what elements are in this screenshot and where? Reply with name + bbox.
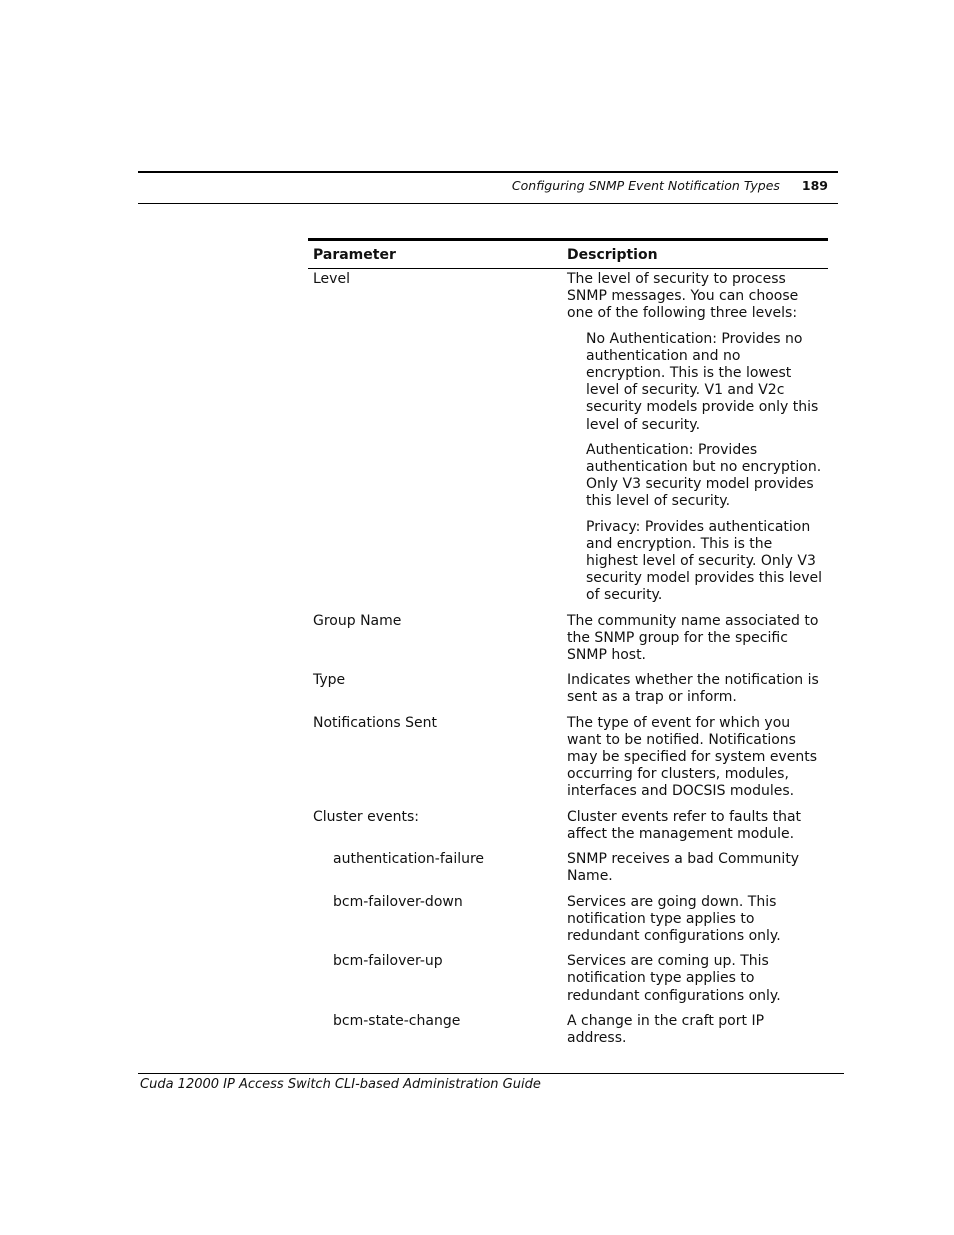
param-cell: Type (313, 672, 346, 689)
desc-cell (563, 271, 828, 605)
table-row (308, 1013, 828, 1047)
table-row (308, 715, 828, 801)
desc-cell: A change in the craft port IP address. (567, 1012, 765, 1046)
param-cell: bcm-failover-up (333, 953, 443, 970)
table-body (308, 269, 828, 1047)
table-row (308, 613, 828, 665)
level-option: Authentication: Provides authentication but no encryption. Only V3 security model provides this level of security. (586, 441, 822, 510)
param-cell: Level (313, 271, 350, 287)
header-rule-bottom (138, 203, 838, 204)
param-cell: Group Name (313, 612, 402, 629)
desc-cell: Indicates whether the notification is sent as a trap or inform. (567, 672, 819, 706)
table-row (308, 894, 828, 946)
desc-cell: The community name associated to the SNMP group for the specific SNMP host. (567, 612, 819, 664)
running-header (512, 178, 828, 193)
desc-cell: Services are going down. This notification type applies to redundant configurations only. (567, 893, 781, 944)
level-option: Privacy: Provides authentication and encryption. This is the highest level of security. Only V3 security model provides this level of security. (586, 518, 822, 604)
header-description: Description (567, 246, 658, 263)
footer-guide-title: Cuda 12000 IP Access Switch CLI-based Administration Guide (140, 1077, 541, 1092)
table-row (308, 809, 828, 843)
header-parameter: Parameter (313, 246, 396, 263)
table-header-row (308, 241, 828, 269)
param-cell: Notifications Sent (313, 714, 437, 731)
table-row (308, 953, 828, 1005)
table-row (308, 271, 828, 605)
desc-cell: Cluster events refer to faults that affect the management module. (567, 808, 802, 842)
param-cell: authentication-failure (333, 851, 485, 868)
param-cell: bcm-state-change (333, 1012, 461, 1029)
desc-cell: SNMP receives a bad Community Name. (567, 851, 800, 885)
table-row (308, 851, 828, 885)
parameter-table (308, 238, 828, 1047)
level-option: No Authentication: Provides no authentication and no encryption. This is the lowest level of security. V1 and V2c security models provide only this level of security. (586, 330, 819, 433)
table-row (308, 672, 828, 706)
page-number: 189 (801, 178, 828, 193)
desc-cell: Services are coming up. This notification type applies to redundant configurations only. (567, 953, 781, 1004)
header-rule-top (138, 171, 838, 173)
footer-rule (138, 1073, 844, 1074)
level-desc: The level of security to process SNMP messages. You can choose one of the following three levels: (567, 271, 799, 322)
section-title: Configuring SNMP Event Notification Types (511, 178, 780, 193)
param-cell: Cluster events: (313, 808, 420, 825)
desc-cell: The type of event for which you want to be notified. Notifications may be specified for system events occurring for clusters, modules, interfaces and DOCSIS modules. (567, 714, 817, 800)
param-cell: bcm-failover-down (333, 893, 463, 910)
